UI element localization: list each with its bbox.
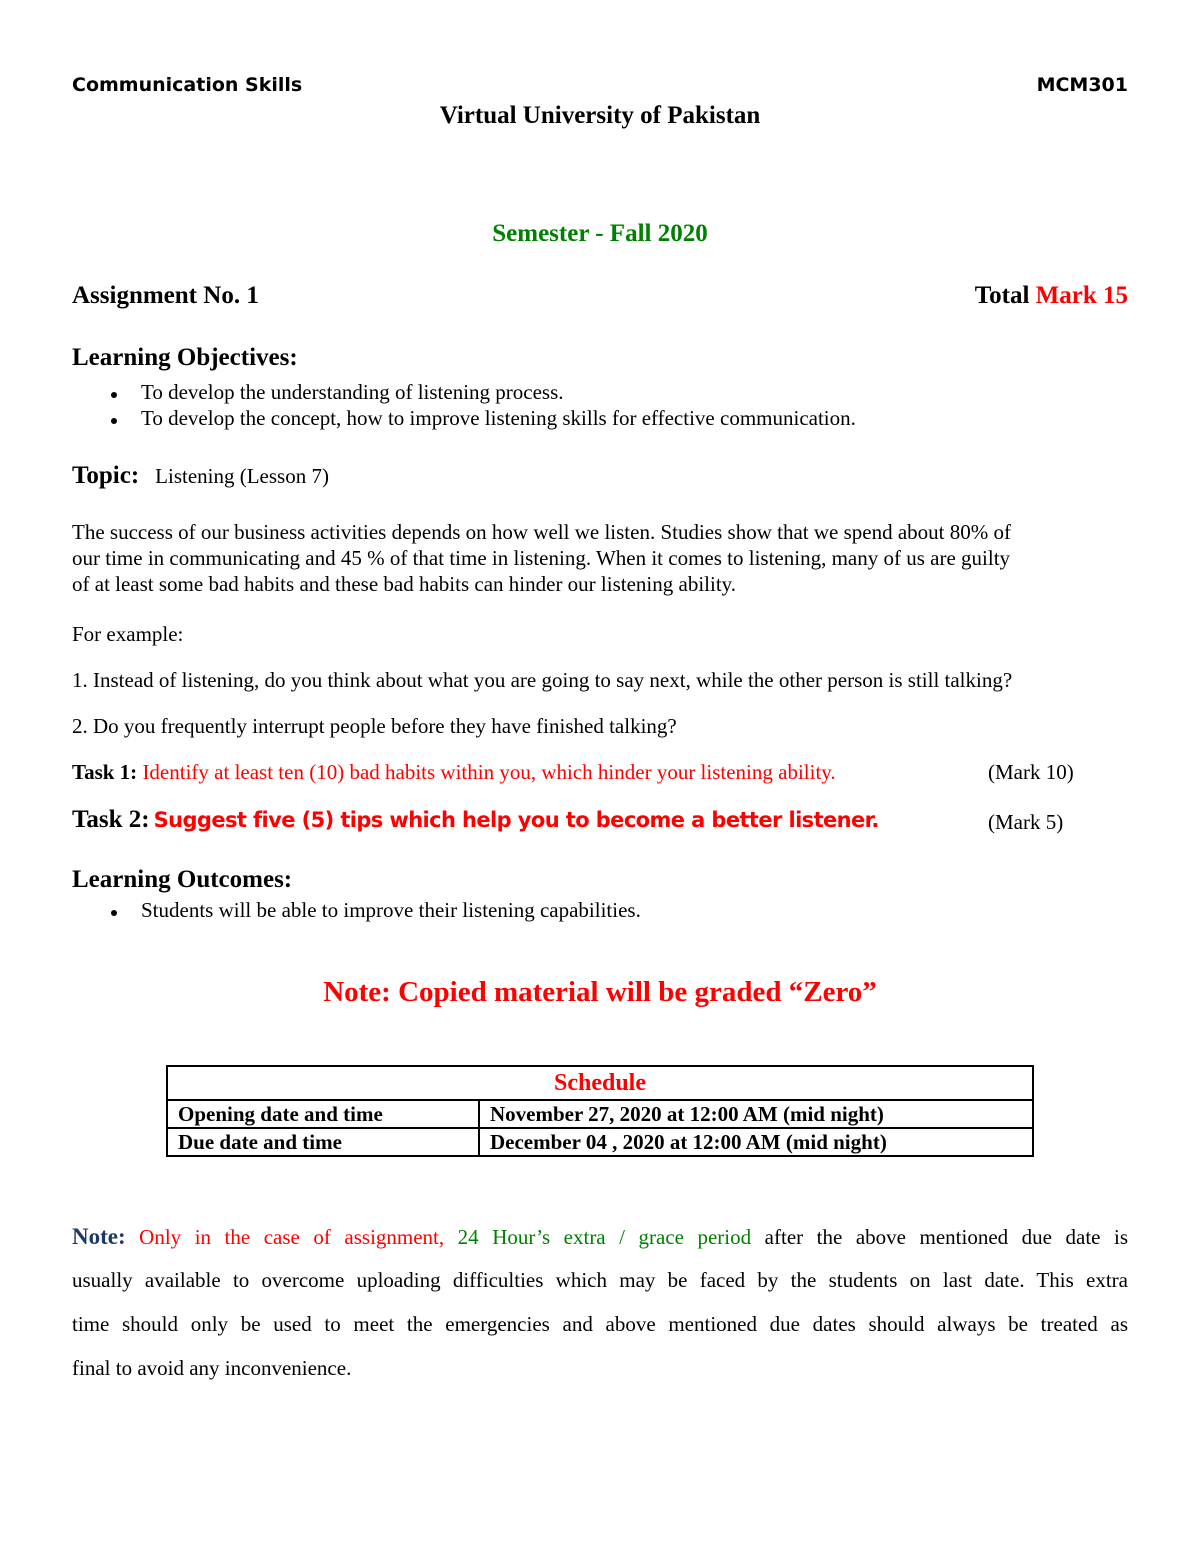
schedule-row-value: November 27, 2020 at 12:00 AM (mid night) [479, 1100, 1033, 1128]
task-2 [72, 806, 879, 834]
total-label: Total [974, 282, 1030, 309]
bullet-icon [111, 418, 117, 424]
total-marks-value: Mark 15 [1035, 282, 1128, 309]
schedule-table [166, 1065, 1034, 1157]
assignment-title [72, 282, 259, 310]
schedule-row-label: Due date and time [167, 1128, 479, 1156]
grace-note-black: after the above mentioned due date is [764, 1225, 1129, 1249]
course-name: Communication Skills [72, 74, 303, 96]
outcome-item: Students will be able to improve their listening capabilities. [141, 898, 641, 922]
table-row [167, 1100, 1033, 1128]
total-marks [975, 282, 1128, 310]
schedule-row-label: Opening date and time [167, 1100, 479, 1128]
example-item: 1. Instead of listening, do you think about what you are going to say next, while the other person is still talking? [72, 668, 1013, 692]
copied-material-note: Note: Copied material will be graded “Zero” [323, 976, 877, 1008]
task-1-text: Identify at least ten (10) bad habits within you, which hinder your listening ability. [142, 760, 836, 784]
grace-note-line [72, 1224, 1128, 1250]
task-2-marks: (Mark 5) [988, 810, 1064, 834]
objective-item: To develop the understanding of listening process. [141, 380, 564, 404]
schedule-title: Schedule [167, 1066, 1033, 1100]
objective-item: To develop the concept, how to improve listening skills for effective communication. [141, 406, 856, 430]
course-code: MCM301 [1036, 74, 1128, 96]
grace-note-line: time should only be used to meet the emergencies and above mentioned due dates should always be treated as [72, 1312, 1128, 1336]
task-2-label: Task 2: [72, 806, 150, 833]
body-line: The success of our business activities depends on how well we listen. Studies show that we spend about 80% of [72, 520, 1012, 544]
grace-note-red: Only in the case of assignment, [139, 1225, 445, 1249]
table-row [167, 1128, 1033, 1156]
objectives-heading: Learning Objectives: [72, 344, 298, 371]
topic-label: Topic: [72, 462, 140, 489]
outcomes-heading: Learning Outcomes: [72, 866, 293, 893]
example-intro: For example: [72, 622, 184, 646]
topic-value: Listening (Lesson 7) [155, 464, 329, 488]
body-line: our time in communicating and 45 % of that time in listening. When it comes to listening, many of us are guilty [72, 546, 1011, 570]
university-name: Virtual University of Pakistan [439, 102, 761, 129]
bullet-icon [111, 392, 117, 398]
bullet-icon [111, 910, 117, 916]
schedule-header-row [167, 1066, 1033, 1100]
task-1-label: Task 1: [72, 760, 138, 784]
task-1-marks: (Mark 10) [988, 760, 1074, 784]
topic-line [72, 462, 329, 490]
grace-note-green: 24 Hour’s extra / grace period [457, 1225, 752, 1249]
example-item: 2. Do you frequently interrupt people before they have finished talking? [72, 714, 677, 738]
assignment-number: Assignment No. 1 [72, 282, 259, 309]
grace-note-line: final to avoid any inconvenience. [72, 1356, 352, 1380]
task-1 [72, 760, 836, 785]
grace-note-label: Note: [72, 1224, 126, 1249]
task-2-text: Suggest five (5) tips which help you to become a better listener. [153, 808, 879, 832]
grace-note-line: usually available to overcome uploading difficulties which may be faced by the students on last date. This extra [72, 1268, 1128, 1292]
schedule-row-value: December 04 , 2020 at 12:00 AM (mid night) [479, 1128, 1033, 1156]
body-line: of at least some bad habits and these bad habits can hinder our listening ability. [72, 572, 737, 596]
semester-title: Semester - Fall 2020 [492, 220, 708, 247]
